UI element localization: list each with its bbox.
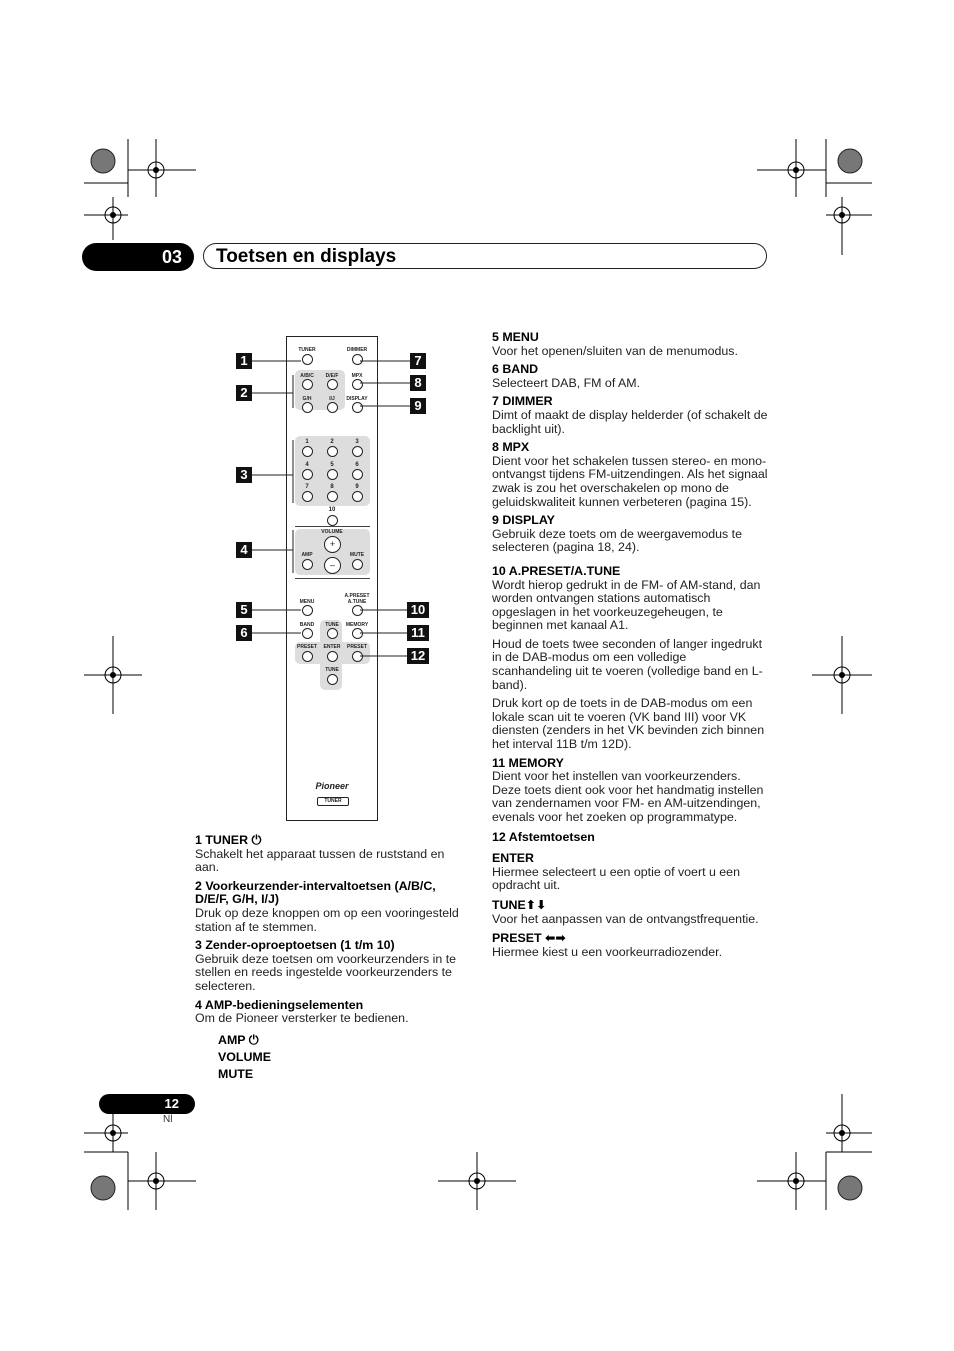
callout-12: 12 (407, 648, 429, 664)
callout-10: 10 (407, 602, 429, 618)
item-7-heading: 7 DIMMER (492, 394, 553, 409)
remote-volume-up-button: + (324, 536, 341, 553)
remote-label-display: DISPLAY (346, 396, 368, 402)
callout-5: 5 (236, 602, 252, 618)
remote-label-def: D/E/F (325, 373, 339, 379)
tune-heading (492, 899, 768, 913)
callout-9: 9 (410, 398, 426, 414)
remote-label-5: 5 (330, 462, 334, 468)
callout-1: 1 (236, 353, 252, 369)
remote-label-9: 9 (355, 484, 359, 490)
amp-subitem: AMP ⏻ (218, 1032, 259, 1047)
remote-label-dimmer: DIMMER (346, 347, 368, 353)
language-code: Nl (163, 1114, 173, 1125)
remote-label-preset-right: PRESET (346, 644, 368, 650)
remote-label-4: 4 (305, 462, 309, 468)
preset-label: PRESET (492, 931, 542, 946)
item-12-heading: 12 Afstemtoetsen (492, 829, 595, 844)
remote-label-8: 8 (330, 484, 334, 490)
item-2-text: Druk op deze knoppen om op een vooringesteld station af te stemmen. (195, 905, 459, 934)
item-10-heading: 10 A.PRESET/A.TUNE (492, 563, 621, 578)
remote-label-volume: VOLUME (321, 529, 343, 535)
remote-volume-down-button: – (324, 557, 341, 574)
callout-2: 2 (236, 385, 252, 401)
remote-label-tune-up: TUNE (325, 622, 339, 628)
item-3-heading: 3 Zender-oproeptoetsen (1 t/m 10) (195, 938, 395, 953)
item-10-text-2: Houd de toets twee seconden of langer ingedrukt in de DAB-modus om een volledige scanhandeling uit te voeren (volledige band en L-band). (492, 636, 763, 692)
chapter-title: Toetsen en displays (203, 243, 767, 269)
preset-text: Hiermee kiest u een voorkeurradiozender. (492, 944, 723, 959)
tune-text: Voor het aanpassen van de ontvangstfrequentie. (492, 911, 759, 926)
item-3-text: Gebruik deze toetsen om voorkeurzenders in te stellen en reeds ingestelde voorkeurzenders te selecteren. (195, 951, 457, 993)
item-11-text: Dient voor het instellen van voorkeurzenders. Deze toets dient ook voor het handmatig instellen van zendernamen voor FM- en AM-uitzendingen, evenals voor het zoeken op programmatype. (492, 769, 764, 824)
remote-label-apreset: A.PRESET (344, 593, 370, 599)
item-4-heading: 4 AMP-bedieningselementen (195, 997, 364, 1012)
item-6-text: Selecteert DAB, FM of AM. (492, 375, 641, 390)
remote-label-3: 3 (355, 439, 359, 445)
item-1-text: Schakelt het apparaat tussen de ruststand en aan. (195, 846, 445, 875)
item-2-heading: 2 Voorkeurzender-intervaltoetsen (A/B/C, D/E/F, G/H, I/J) (195, 878, 436, 907)
item-5-text: Voor het openen/sluiten van de menumodus. (492, 343, 738, 358)
remote-label-tune-down: TUNE (325, 667, 339, 673)
callout-3: 3 (236, 467, 252, 483)
remote-label-menu: MENU (299, 599, 315, 605)
callout-11: 11 (407, 625, 429, 641)
right-column (492, 331, 768, 959)
item-6-heading: 6 BAND (492, 362, 539, 377)
remote-label-gh: G/H (302, 396, 312, 402)
item-9-text: Gebruik deze toets om de weergavemodus te selecteren (pagina 18, 24). (492, 526, 743, 555)
item-1-heading: 1 TUNER ⏻ (195, 833, 262, 847)
item-8-heading: 8 MPX (492, 440, 530, 455)
item-10-text-3: Druk kort op de toets in de DAB-modus om een lokale scan uit te voeren (VK band III) voor VK diensten (zenders in het VK bevinden zich binnen het interval 11B t/m 12D). (492, 696, 765, 752)
remote-label-mute: MUTE (349, 552, 365, 558)
callout-6: 6 (236, 625, 252, 641)
item-5-heading: 5 MENU (492, 330, 539, 344)
callout-8: 8 (410, 375, 426, 391)
chapter-number: 03 (82, 243, 194, 271)
remote-label-enter: ENTER (323, 644, 341, 650)
item-7-text: Dimt of maakt de display helderder (of schakelt de backlight uit). (492, 407, 768, 436)
volume-subitem: VOLUME (218, 1049, 272, 1064)
remote-label-atune: A.TUNE (347, 599, 367, 605)
remote-label-abc: A/B/C (300, 373, 314, 379)
item-4-text: Om de Pioneer versterker te bedienen. (195, 1011, 409, 1026)
callout-7: 7 (410, 353, 426, 369)
remote-label-7: 7 (305, 484, 309, 490)
remote-brand-logo: Pioneer (315, 781, 349, 791)
item-10-text-1: Wordt hierop gedrukt in de FM- of AM-stand, dan worden ontvangen stations automatisch opgeslagen in het voorkeuzegeheugen, te beginnen met kanaal A1. (492, 577, 761, 633)
item-9-heading: 9 DISPLAY (492, 513, 555, 528)
tune-arrows-icon: ⬆⬇ (525, 897, 547, 912)
remote-label-memory: MEMORY (345, 622, 369, 628)
remote-label-preset-left: PRESET (296, 644, 318, 650)
remote-label-mpx: MPX (351, 373, 363, 379)
mute-subitem: MUTE (218, 1066, 254, 1081)
enter-text: Hiermee selecteert u een optie of voert u een opdracht uit. (492, 864, 740, 893)
remote-label-tuner: TUNER (298, 347, 316, 353)
remote-label-amp: AMP (301, 552, 313, 558)
remote-label-band: BAND (299, 622, 315, 628)
remote-label-1: 1 (305, 439, 309, 445)
left-column (195, 834, 470, 1083)
remote-label-6: 6 (355, 462, 359, 468)
remote-label-2: 2 (330, 439, 334, 445)
enter-heading: ENTER (492, 851, 534, 866)
remote-model-label: TUNER (317, 797, 349, 806)
tune-label: TUNE (492, 897, 526, 912)
preset-arrows-icon: ⬅➡ (545, 931, 566, 946)
preset-heading (492, 932, 768, 946)
item-8-text: Dient voor het schakelen tussen stereo- en mono-ontvangst tijdens FM-uitzendingen. Als het signaal zwak is zou het overschakelen op mono de geluidskwaliteit kunnen verbeteren (pagina 15). (492, 453, 768, 509)
item-11-heading: 11 MEMORY (492, 755, 564, 770)
page-number: 12 (99, 1094, 195, 1114)
remote-label-ij: I/J (329, 396, 335, 402)
remote-label-10: 10 (328, 507, 336, 513)
callout-4: 4 (236, 542, 252, 558)
